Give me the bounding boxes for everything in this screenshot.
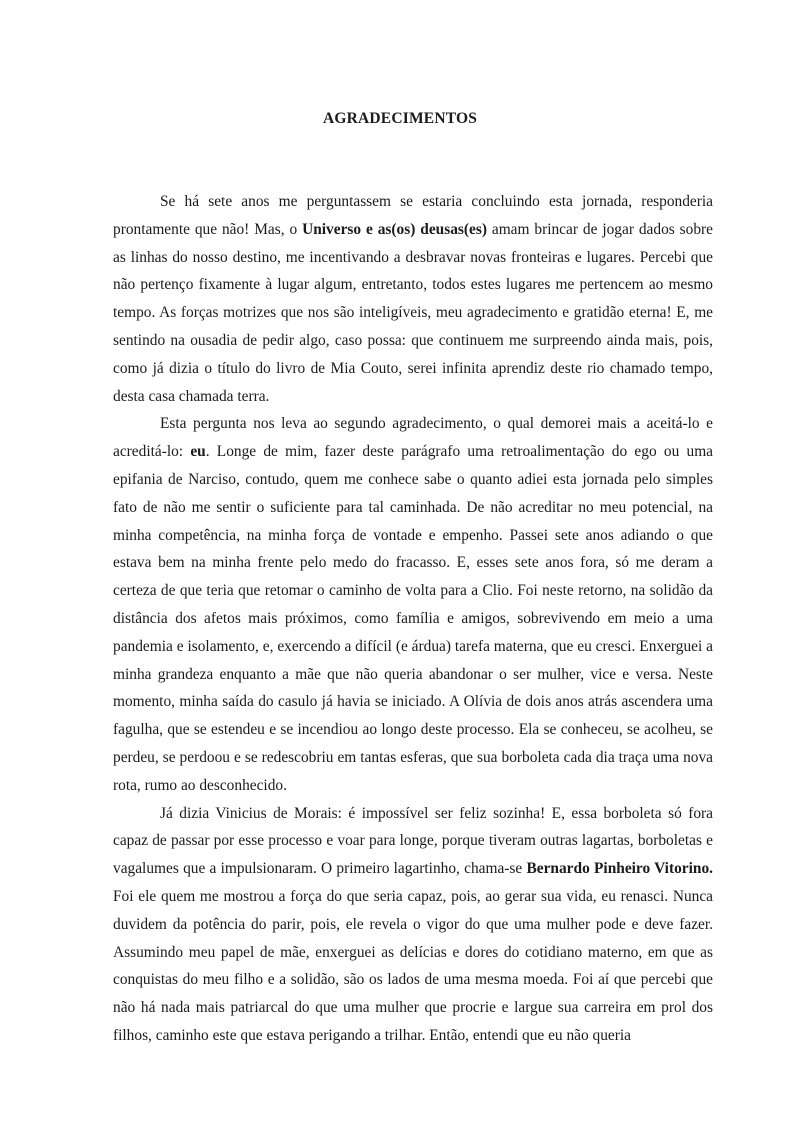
bold-text-run: Universo e as(os) deusas(es) [302,220,487,238]
text-run: Se há sete anos me perguntassem se estaria concluindo esta jornada, responderia prontamente que não! Mas, o [113,193,713,238]
text-run: Foi ele quem me mostrou a força do que seria capaz, pois, ao gerar sua vida, eu renasci. Nunca duvidem da potência do parir, pois, ele revela o vigor do que uma mulher pode e deve fazer. Assumindo meu papel de mãe, enxerguei as delícias e dores do cotidiano materno, em que as conquistas do meu filho e a solidão, são os lados de uma mesma moeda. Foi aí que percebi que não há nada mais patriarcal do que uma mulher que procrie e largue sua carreira em prol dos filhos, caminho este que estava perigando a trilhar. Então, entendi que eu não queria [113,887,713,1044]
paragraph [113,800,713,1050]
page-title: AGRADECIMENTOS [322,110,478,127]
paragraph [113,410,713,799]
bold-text-run: eu [190,443,206,461]
paragraph [113,188,713,410]
text-run: Já dizia Vinicius de Morais: é impossível ser feliz sozinha! E, essa borboleta só fora capaz de passar por esse processo e voar para longe, porque tiveram outras lagartas, borboletas e vagalumes que a impulsionaram. O primeiro lagartinho, chama-se [113,804,713,878]
bold-text-run: Bernardo Pinheiro Vitorino. [526,860,713,878]
text-run: Esta pergunta nos leva ao segundo agradecimento, o qual demorei mais a aceitá-lo e acreditá-lo: [113,415,713,461]
text-run: amam brincar de jogar dados sobre as linhas do nosso destino, me incentivando a desbravar novas fronteiras e lugares. Percebi que não pertenço fixamente à lugar algum, entretanto, todos estes lugares me pertencem ao mesmo tempo. As forças motrizes que nos são inteligíveis, meu agradecimento e gratidão eterna! E, me sentindo na ousadia de pedir algo, caso possa: que continuem me surpreendo ainda mais, pois, como já dizia o título do livro de Mia Couto, serei infinita aprendiz deste rio chamado tempo, desta casa chamada terra. [113,220,713,405]
document-body [113,188,713,1050]
text-run: . Longe de mim, fazer deste parágrafo uma retroalimentação do ego ou uma epifania de Narciso, contudo, quem me conhece sabe o quanto adiei esta jornada pelo simples fato de não me sentir o suficiente para tal caminhada. De não acreditar no meu potencial, na minha competência, na minha força de vontade e empenho. Passei sete anos adiando o que estava bem na minha frente pelo medo do fracasso. E, esses sete anos fora, só me deram a certeza de que teria que retomar o caminho de volta para a Clio. Foi neste retorno, na solidão da distância dos afetos mais próximos, como família e amigos, sobrevivendo em meio a uma pandemia e isolamento, e, exercendo a difícil (e árdua) tarefa materna, que eu cresci. Enxerguei a minha grandeza enquanto a mãe que não queria abandonar o ser mulher, vice e versa. Neste momento, minha saída do casulo já havia se iniciado. A Olívia de dois anos atrás ascendera uma fagulha, que se estendeu e se incendiou ao longo deste processo. Ela se conheceu, se acolheu, se perdeu, se perdoou e se redescobriu em tantas esferas, que sua borboleta cada dia traça uma nova rota, rumo ao desconhecido. [113,443,713,794]
